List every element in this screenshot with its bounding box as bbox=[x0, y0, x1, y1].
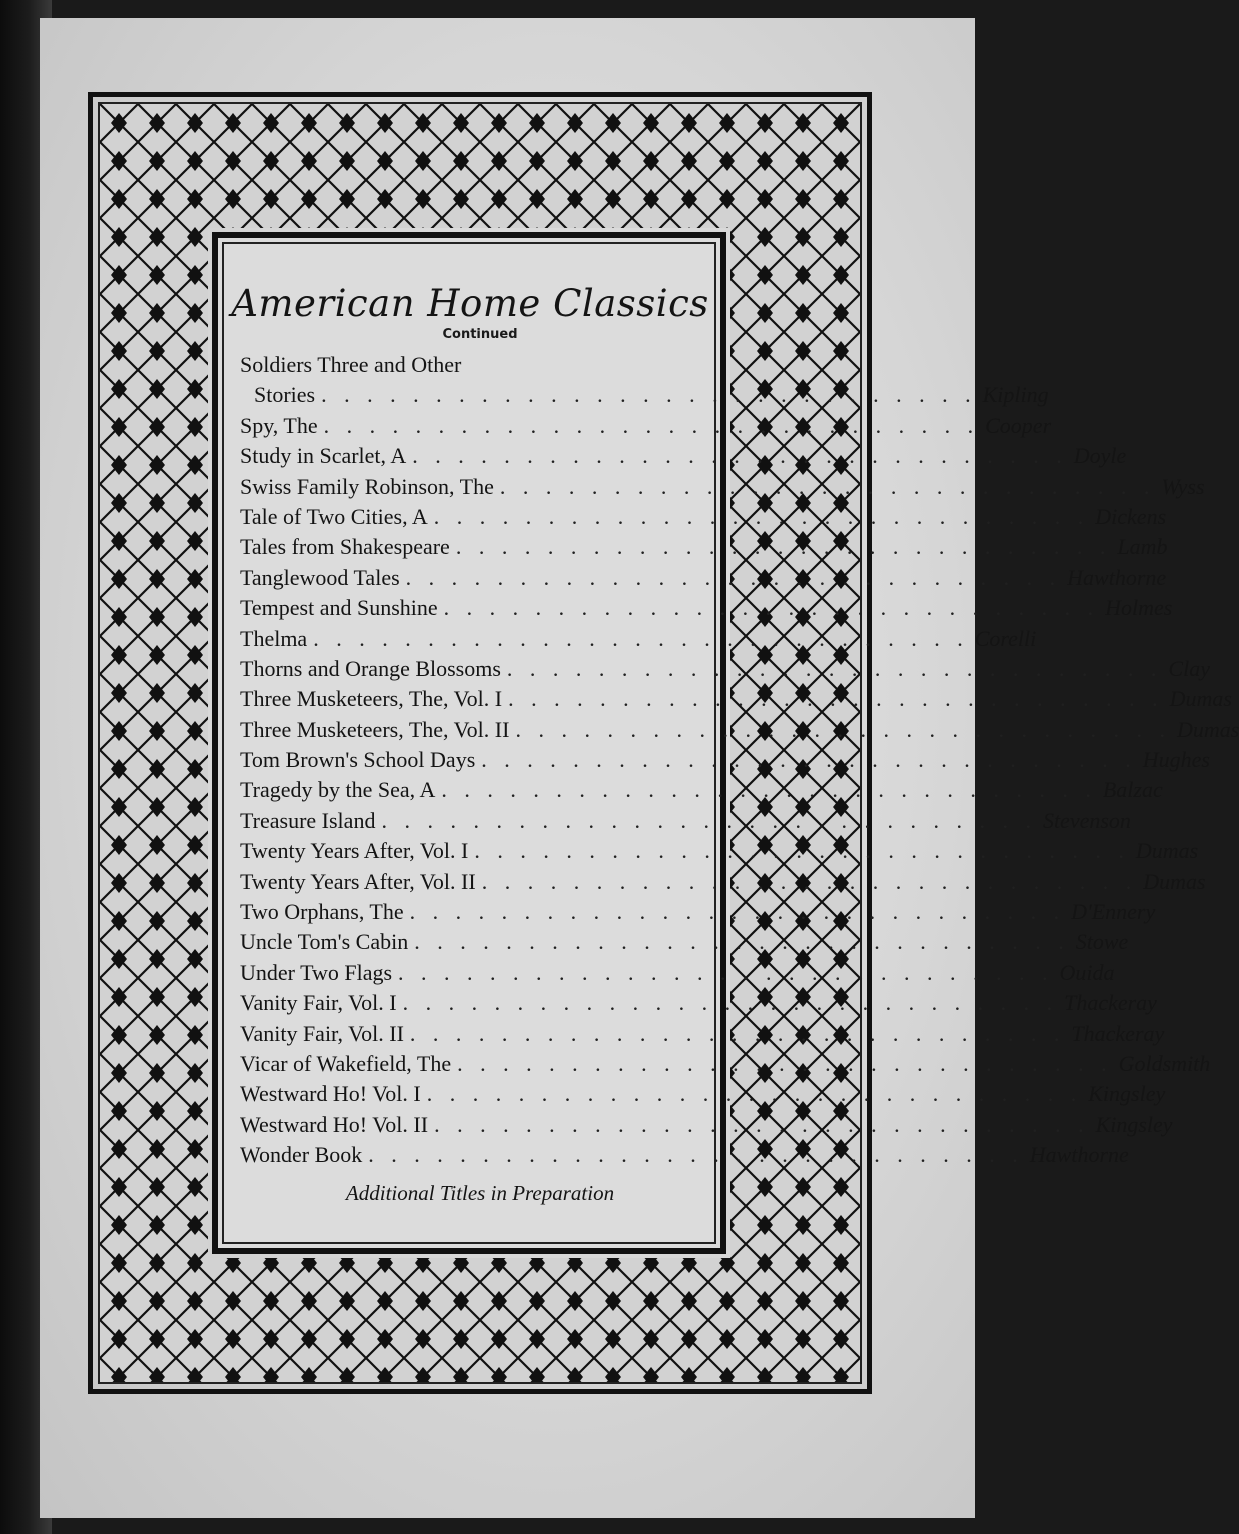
list-item bbox=[240, 868, 1206, 899]
book-author: Lamb bbox=[1117, 534, 1168, 560]
book-author: Hawthorne bbox=[1029, 1142, 1129, 1168]
list-item bbox=[240, 382, 1049, 412]
dot-leader: . . . . . . . . . . . . . . . . . . . . . . . . . . . . . bbox=[455, 534, 1112, 560]
book-author: Balzac bbox=[1102, 777, 1163, 803]
book-author: Hughes bbox=[1142, 747, 1210, 773]
book-title: Wonder Book bbox=[240, 1142, 363, 1168]
book-author: Stevenson bbox=[1042, 807, 1131, 833]
dot-leader: . . . . . . . . . . . . . . . . . . . . . . . . . . . . . bbox=[368, 1142, 1024, 1168]
book-title: Tanglewood Tales bbox=[240, 564, 400, 590]
book-author: Dumas bbox=[1169, 686, 1232, 712]
page-heading: American Home Classics bbox=[231, 282, 709, 325]
book-author: Ouida bbox=[1059, 959, 1115, 985]
book-title: Two Orphans, The bbox=[240, 899, 404, 925]
dot-leader: . . . . . . . . . . . . . . . . . . . . . . . . . . . . . bbox=[426, 1081, 1083, 1107]
dot-leader: . . . . . . . . . . . . . . . . . . . . . . . . . . . . . bbox=[499, 473, 1156, 499]
book-author: Thackeray bbox=[1071, 1020, 1165, 1046]
book-title: Soldiers Three and Other bbox=[240, 352, 462, 377]
book-author: Corelli bbox=[974, 625, 1037, 651]
book-author: Thackeray bbox=[1064, 990, 1157, 1016]
list-item bbox=[240, 503, 1167, 534]
book-author: Cooper bbox=[985, 412, 1052, 438]
book-title: Three Musketeers, The, Vol. II bbox=[240, 716, 510, 742]
book-title: Under Two Flags bbox=[240, 959, 393, 985]
book-author: Hawthorne bbox=[1067, 564, 1167, 590]
book-title: Spy, The bbox=[240, 412, 318, 438]
book-title: Swiss Family Robinson, The bbox=[240, 473, 494, 499]
book-author: Dickens bbox=[1095, 503, 1167, 529]
book-title: Twenty Years After, Vol. I bbox=[240, 838, 469, 864]
book-author: D'Ennery bbox=[1071, 899, 1156, 925]
book-title: Stories bbox=[254, 382, 316, 408]
book-author: Wyss bbox=[1161, 473, 1205, 499]
dot-leader: . . . . . . . . . . . . . . . . . . . . . . . . . . . . . bbox=[441, 777, 1097, 803]
list-item bbox=[240, 1081, 1166, 1111]
book-author: Doyle bbox=[1073, 443, 1127, 469]
book-author: Goldsmith bbox=[1118, 1050, 1211, 1076]
book-title: Westward Ho! Vol. I bbox=[240, 1081, 421, 1107]
list-item bbox=[240, 777, 1163, 807]
dot-leader: . . . . . . . . . . . . . . . . . . . . . . . . . . . . . bbox=[414, 929, 1070, 955]
list-item bbox=[240, 686, 1232, 716]
book-title: Tragedy by the Sea, A bbox=[240, 777, 436, 803]
dot-leader: . . . . . . . . . . . . . . . . . . . . . . . . . . . . . bbox=[506, 655, 1163, 681]
dot-leader: . . . . . . . . . . . . . . . . . . . . . . . . . . . . . bbox=[474, 838, 1130, 864]
book-title: Vanity Fair, Vol. I bbox=[240, 990, 397, 1016]
list-item bbox=[240, 1142, 1129, 1172]
dot-leader: . . . . . . . . . . . . . . . . . . . . . . . . . . . . . bbox=[412, 443, 1068, 469]
dot-leader: . . . . . . . . . . . . . . . . . . . . . . . . . . . . . bbox=[434, 1111, 1090, 1137]
dot-leader: . . . . . . . . . . . . . . . . . . . . . . . . . . . . . bbox=[409, 899, 1066, 925]
book-author: Clay bbox=[1168, 655, 1210, 681]
book-author: Dumas bbox=[1176, 716, 1239, 742]
dot-leader: . . . . . . . . . . . . . . . . . . . . . . . . . . . . . bbox=[481, 747, 1137, 773]
dot-leader: . . . . . . . . . . . . . . . . . . . . . . . . . . . . . bbox=[515, 716, 1171, 742]
book-title: Twenty Years After, Vol. II bbox=[240, 868, 476, 894]
list-item bbox=[240, 807, 1131, 838]
list-item bbox=[240, 595, 1173, 625]
dot-leader: . . . . . . . . . . . . . . . . . . . . . . . . . . . . . bbox=[398, 959, 1054, 985]
book-title: Uncle Tom's Cabin bbox=[240, 929, 409, 955]
book-title: Tom Brown's School Days bbox=[240, 747, 476, 773]
book-author: Stowe bbox=[1075, 929, 1129, 955]
list-item bbox=[240, 1020, 1165, 1051]
book-title: Tale of Two Cities, A bbox=[240, 503, 428, 529]
list-item bbox=[240, 534, 1168, 564]
book-title: Treasure Island bbox=[240, 807, 376, 833]
book-title: Study in Scarlet, A bbox=[240, 443, 407, 469]
book-author: Holmes bbox=[1105, 595, 1173, 621]
dot-leader: . . . . . . . . . . . . . . . . . . . . . . . . . . . . . bbox=[402, 990, 1059, 1016]
list-item bbox=[240, 747, 1210, 777]
book-title: Vanity Fair, Vol. II bbox=[240, 1020, 404, 1046]
book-title: Tales from Shakespeare bbox=[240, 534, 450, 560]
list-item bbox=[240, 412, 1052, 443]
list-item bbox=[240, 899, 1156, 929]
book-title: Vicar of Wakefield, The bbox=[240, 1050, 452, 1076]
book-author: Kingsley bbox=[1095, 1111, 1173, 1137]
list-item bbox=[240, 473, 1205, 504]
list-item bbox=[240, 352, 695, 382]
book-title: Westward Ho! Vol. II bbox=[240, 1111, 429, 1137]
dot-leader: . . . . . . . . . . . . . . . . . . . . . . . . . . . . . bbox=[405, 564, 1062, 590]
dot-leader: . . . . . . . . . . . . . . . . . . . . . . . . . . . . . bbox=[321, 382, 977, 408]
book-author: Dumas bbox=[1143, 868, 1206, 894]
list-item bbox=[240, 443, 1127, 473]
list-item bbox=[240, 564, 1167, 595]
book-title: Thelma bbox=[240, 625, 308, 651]
page-footer: Additional Titles in Preparation bbox=[345, 1181, 615, 1205]
page-subheading: Continued bbox=[442, 327, 518, 342]
list-item bbox=[240, 1050, 1211, 1081]
dot-leader: . . . . . . . . . . . . . . . . . . . . . . . . . . . . . bbox=[508, 686, 1164, 712]
dot-leader: . . . . . . . . . . . . . . . . . . . . . . . . . . . . . bbox=[481, 868, 1138, 894]
list-item bbox=[240, 838, 1199, 868]
list-item bbox=[240, 1111, 1173, 1142]
dot-leader: . . . . . . . . . . . . . . . . . . . . . . . . . . . . . bbox=[323, 412, 980, 438]
book-author: Kipling bbox=[982, 382, 1049, 408]
book-title: Thorns and Orange Blossoms bbox=[240, 655, 501, 681]
book-author: Dumas bbox=[1135, 838, 1199, 864]
list-item bbox=[240, 716, 1239, 747]
list-item bbox=[240, 625, 1037, 656]
list-item bbox=[240, 929, 1129, 959]
list-item bbox=[240, 959, 1115, 990]
dot-leader: . . . . . . . . . . . . . . . . . . . . . . . . . . . . . bbox=[443, 595, 1100, 621]
dot-leader: . . . . . . . . . . . . . . . . . . . . . . . . . . . . . bbox=[409, 1020, 1066, 1046]
dot-leader: . . . . . . . . . . . . . . . . . . . . . . . . . . . . . bbox=[457, 1050, 1113, 1076]
dot-leader: . . . . . . . . . . . . . . . . . . . . . . . . . . . . . bbox=[381, 807, 1037, 833]
list-item bbox=[240, 655, 1210, 686]
book-author: Kingsley bbox=[1088, 1081, 1166, 1107]
dot-leader: . . . . . . . . . . . . . . . . . . . . . . . . . . . . . bbox=[433, 503, 1090, 529]
title-list bbox=[240, 352, 1239, 1173]
book-title: Three Musketeers, The, Vol. I bbox=[240, 686, 503, 712]
list-item bbox=[240, 990, 1157, 1020]
dot-leader: . . . . . . . . . . . . . . . . . . . . . . . . . . . . . bbox=[313, 625, 969, 651]
book-title: Tempest and Sunshine bbox=[240, 595, 438, 621]
